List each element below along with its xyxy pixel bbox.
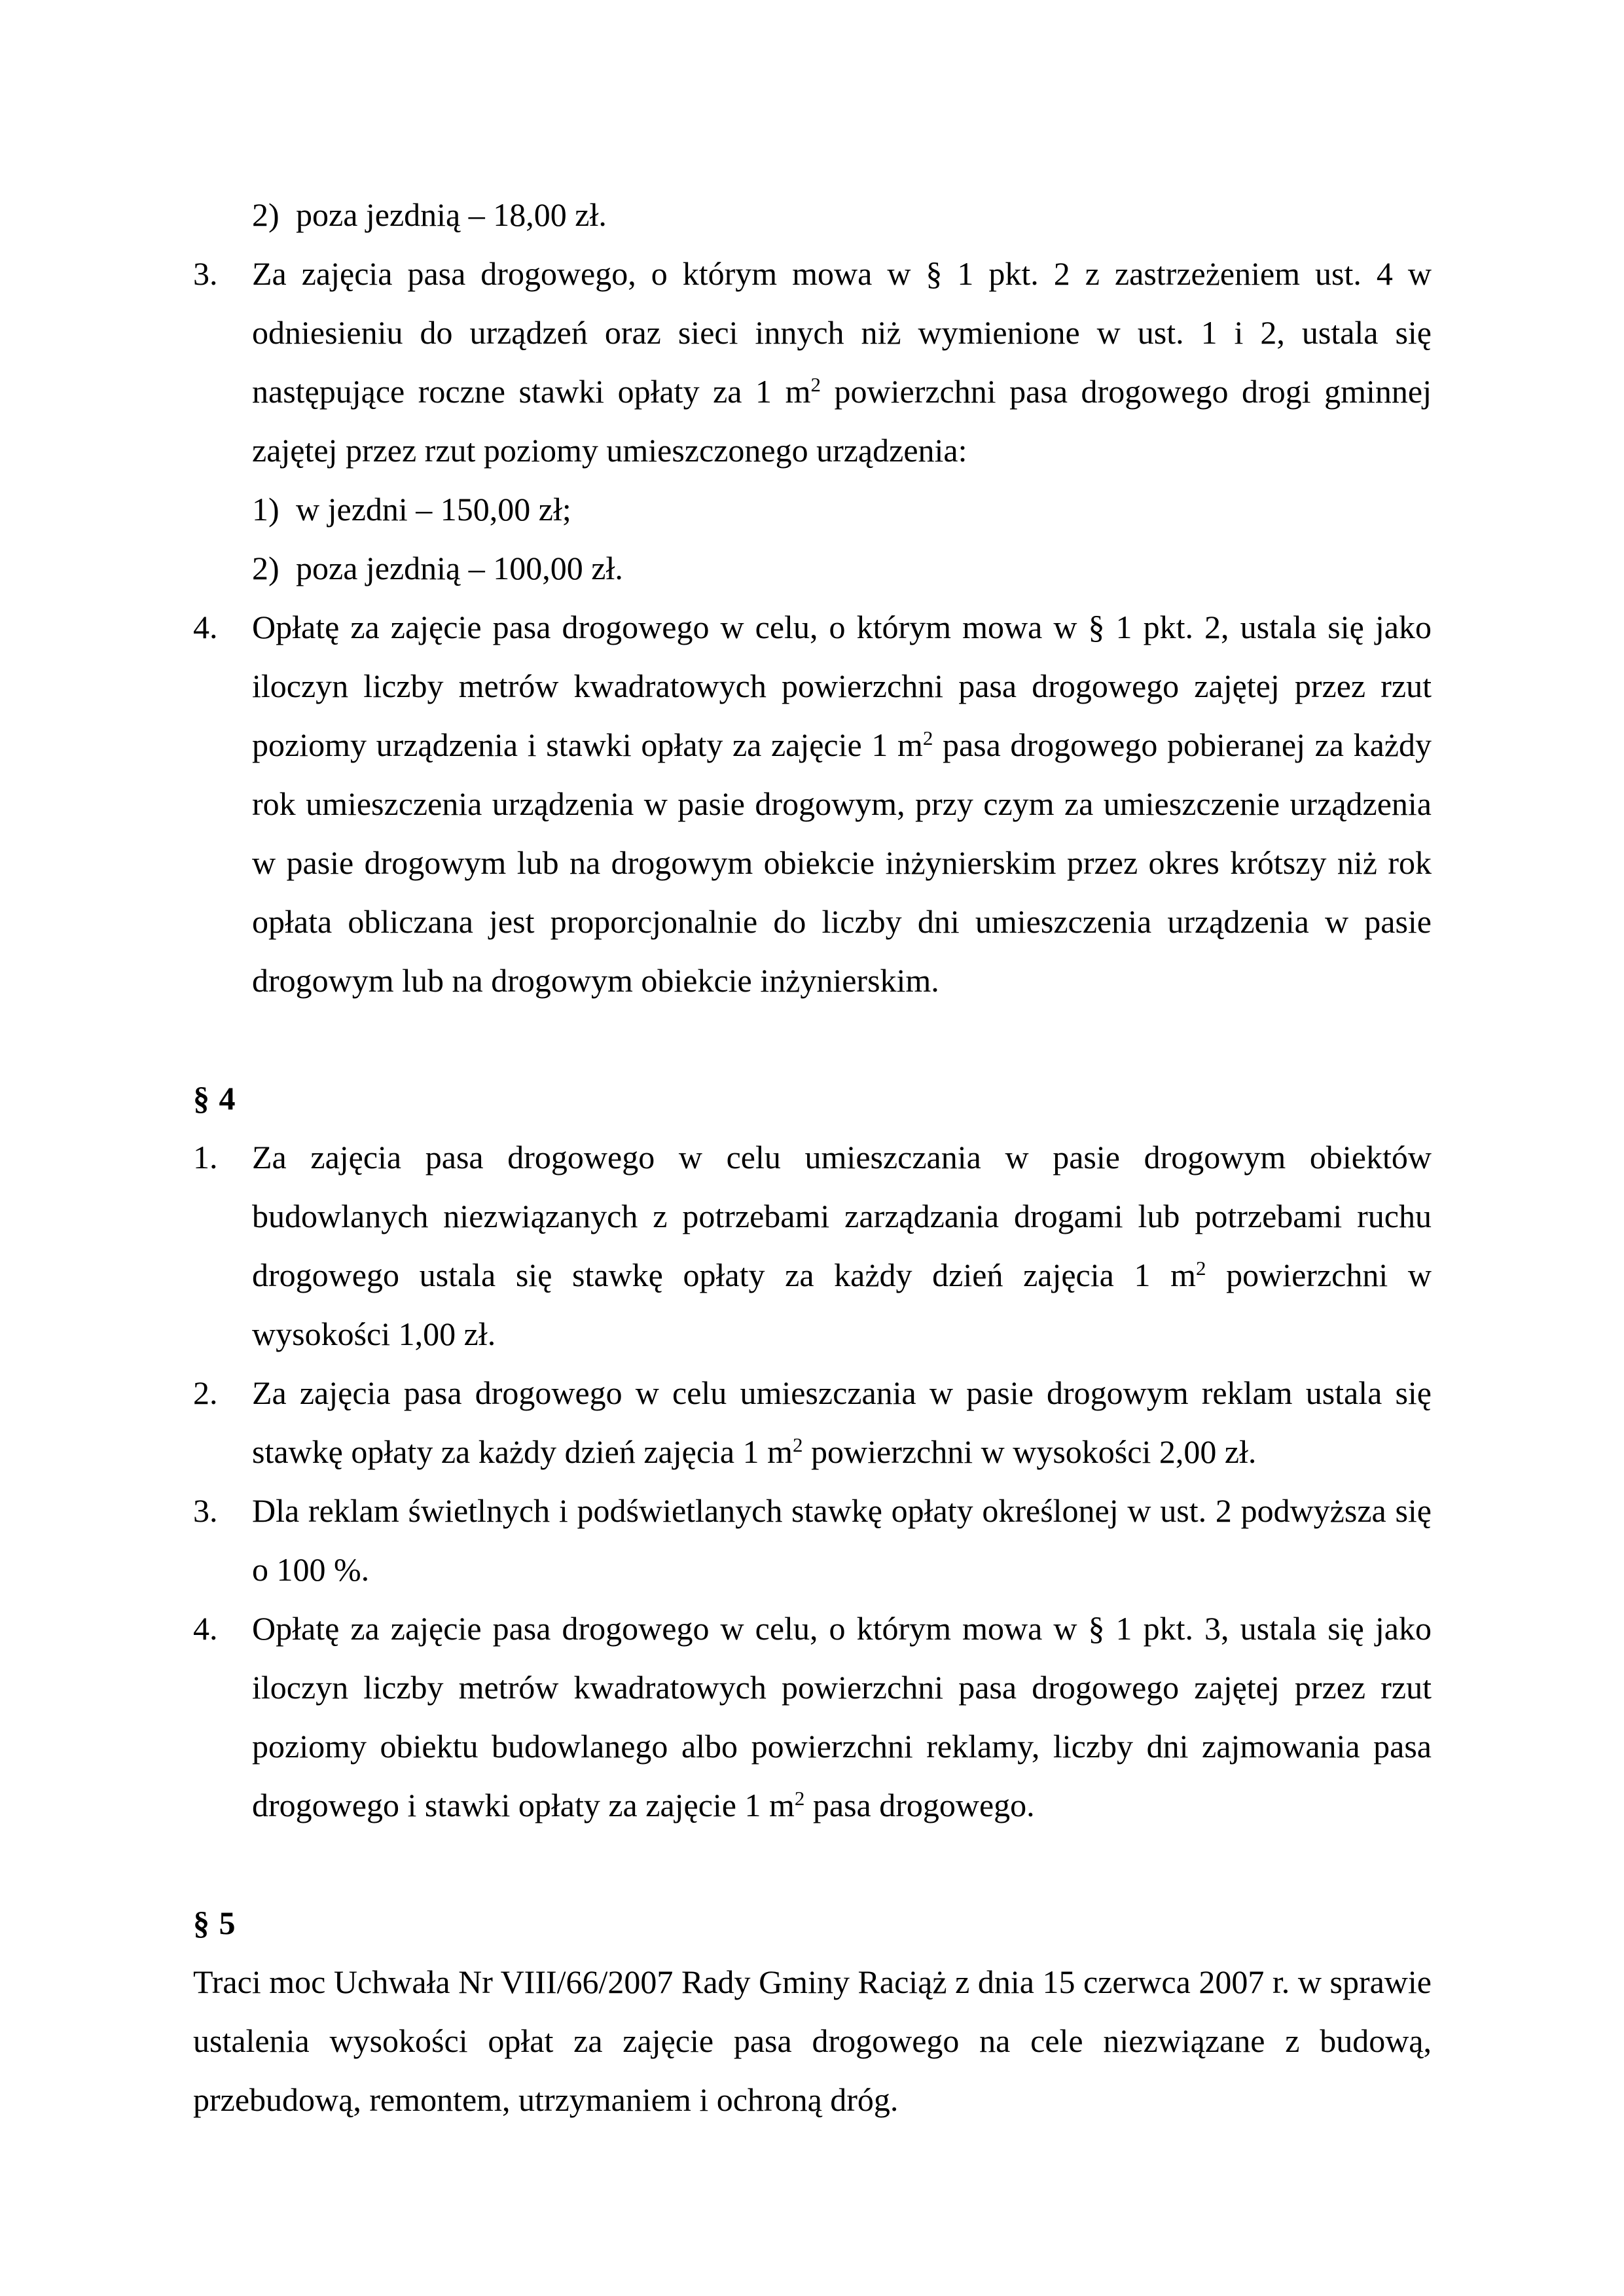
item-text: Za zajęcia pasa drogowego w celu umieszczania w pasie drogowym reklam ustala się stawkę opłaty za każdy dzień zajęcia 1 $m^2$ powierzchni w wysokości 2,00 zł. <box>252 1374 1432 1470</box>
item-marker: 2) <box>252 550 280 586</box>
item-text: Dla reklam świetlnych i podświetlanych stawkę opłaty określonej w ust. 2 podwyższa się o 100 %. <box>252 1492 1432 1588</box>
item-text: Opłatę za zajęcie pasa drogowego w celu, o którym mowa w § 1 pkt. 3, ustala się jako iloczyn liczby metrów kwadratowych powierzchni pasa drogowego zajętej przez rzut poziomy obiektu budowlanego albo powierzchni reklamy, liczby dni zajmowania pasa drogowego i stawki opłaty za zajęcie 1 $m^2$ pasa drogowego. <box>252 1610 1432 1823</box>
list-item <box>193 1363 1432 1481</box>
item-marker: 3. <box>193 255 218 292</box>
sub-list-item <box>193 539 1432 598</box>
item-marker: 4. <box>193 609 218 645</box>
item-text: w jezdni – 150,00 zł; <box>296 491 571 528</box>
list-item <box>193 598 1432 1010</box>
item-marker: 1) <box>252 491 280 528</box>
item-marker: 1. <box>193 1139 218 1175</box>
list-item <box>193 1481 1432 1599</box>
sub-list-item <box>193 185 1432 244</box>
section-heading-paragraph-5: § 5 <box>193 1905 236 1941</box>
item-text: Za zajęcia pasa drogowego, o którym mowa w § 1 pkt. 2 z zastrzeżeniem ust. 4 w odniesieniu do urządzeń oraz sieci innych niż wymienione w ust. 1 i 2, ustala się następujące roczne stawki opłaty za 1 $m^2$ powierzchni pasa drogowego drogi gminnej zajętej przez rzut poziomy umieszczonego urządzenia: <box>252 255 1432 469</box>
list-item <box>193 244 1432 480</box>
item-marker: 3. <box>193 1492 218 1529</box>
paragraph <box>193 1952 1432 2129</box>
item-text: poza jezdnią – 100,00 zł. <box>296 550 623 586</box>
item-marker: 2) <box>252 196 280 233</box>
section-heading-paragraph-4: § 4 <box>193 1080 236 1117</box>
item-text: poza jezdnią – 18,00 zł. <box>296 196 607 233</box>
item-text: Opłatę za zajęcie pasa drogowego w celu, o którym mowa w § 1 pkt. 2, ustala się jako iloczyn liczby metrów kwadratowych powierzchni pasa drogowego zajętej przez rzut poziomy urządzenia i stawki opłaty za zajęcie 1 $m^2$ pasa drogowego pobieranej za każdy rok umieszczenia urządzenia w pasie drogowym, przy czym za umieszczenie urządzenia w pasie drogowym lub na drogowym obiekcie inżynierskim przez okres krótszy niż rok opłata obliczana jest proporcjonalnie do liczby dni umieszczenia urządzenia w pasie drogowym lub na drogowym obiekcie inżynierskim. <box>252 609 1432 999</box>
item-marker: 4. <box>193 1610 218 1647</box>
item-text: Za zajęcia pasa drogowego w celu umieszczania w pasie drogowym obiektów budowlanych niezwiązanych z potrzebami zarządzania drogami lub potrzebami ruchu drogowego ustala się stawkę opłaty za każdy dzień zajęcia 1 $m^2$ powierzchni w wysokości 1,00 zł. <box>252 1139 1432 1352</box>
item-marker: 2. <box>193 1374 218 1411</box>
list-item <box>193 1128 1432 1363</box>
sub-list-item <box>193 480 1432 539</box>
paragraph-text: Traci moc Uchwała Nr VIII/66/2007 Rady Gminy Raciąż z dnia 15 czerwca 2007 r. w sprawie ustalenia wysokości opłat za zajęcie pasa drogowego na cele niezwiązane z budową, przebudową, remontem, utrzymaniem i ochroną dróg. <box>193 1964 1432 2118</box>
list-item <box>193 1599 1432 1835</box>
document-content <box>193 185 1432 2129</box>
